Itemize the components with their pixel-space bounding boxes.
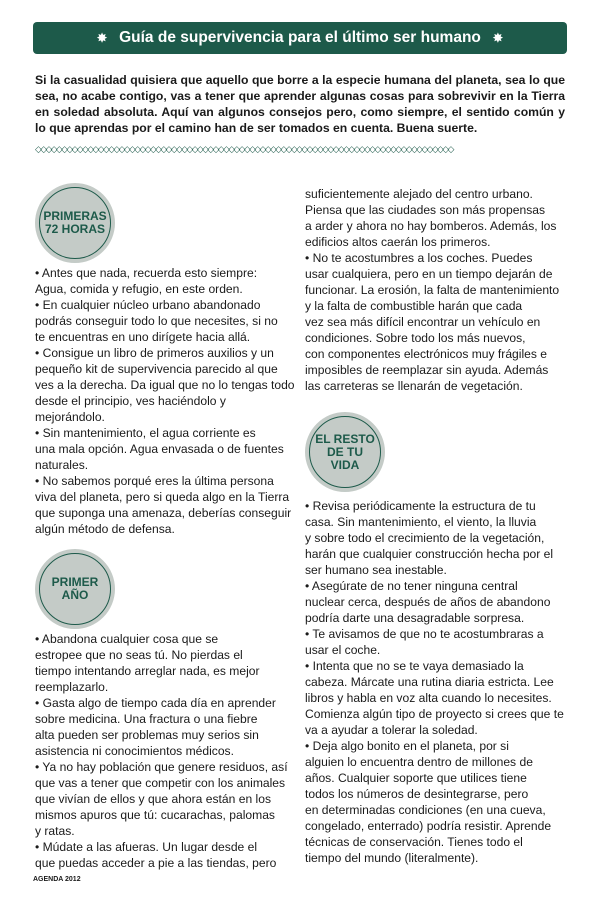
text-line: va a ayudar a tolerar la soledad. [305,723,478,737]
text-line: reemplazarlo. [35,680,109,694]
section-primer-anio-continued-text [305,186,567,394]
badge-primer-anio [35,549,115,629]
text-line: en determinadas condiciones (en una cueva, [305,803,546,817]
text-line: edificios altos caerán los primeros. [305,235,491,249]
badge-label: PRIMERAS 72 HORAS [43,209,107,236]
text-line: y la falta de combustible harán que cada [305,299,523,313]
text-line: • Ya no hay población que genere residuos, así [35,760,288,774]
text-line: técnicas de conservación. Tienes todo el [305,835,523,849]
left-column [35,183,297,871]
text-line: asistencia ni conocimientos médicos. [35,744,234,758]
text-line: • Intenta que no se te vaya demasiado la [305,659,524,673]
title-star-right: ✸ [492,31,503,45]
text-line: • Consigue un libro de primeros auxilios y un [35,346,274,360]
right-column [305,186,567,866]
text-line: • No te acostumbres a los coches. Puedes [305,251,533,265]
text-line: podría darte una desagradable sorpresa. [305,611,525,625]
text-line: estropee que no seas tú. No pierdas el [35,648,243,662]
text-line: • Revisa periódicamente la estructura de tu [305,499,536,513]
text-line: que puedas acceder a pie a las tiendas, pero [35,856,277,870]
section-primeras-72-horas-text [35,265,297,537]
text-line: años. Cualquier soporte que utilices tiene [305,771,527,785]
text-line: Piensa que las ciudades son más propensas [305,203,546,217]
text-line: ser humano sea inestable. [305,563,447,577]
text-line: • Antes que nada, recuerda esto siempre: [35,266,258,280]
text-line: • Deja algo bonito en el planeta, por si [305,739,509,753]
text-line: y ratas. [35,824,75,838]
text-line: a arder y ahora no hay bomberos. Además, los [305,219,557,233]
text-line: nuclear cerca, después de años de abandono [305,595,551,609]
text-line: viva del planeta, pero si queda algo en la Tierra [35,490,290,504]
text-line: • Te avisamos de que no te acostumbraras a [305,627,544,641]
text-line: harán que cualquier construcción hecha por el [305,547,554,561]
text-line: y sobre todo el crecimiento de la vegetación, [305,531,545,545]
text-line: una mala opción. Agua envasada o de fuentes [35,442,284,456]
title-star-left: ✸ [97,31,108,45]
text-line: sobre medicina. Una fractura o una fiebre [35,712,258,726]
text-line: alguien lo encuentra dentro de millones de [305,755,533,769]
text-line: tiempo intentando arreglar nada, es mejor [35,664,260,678]
text-line: • Asegúrate de no tener ninguna central [305,579,518,593]
text-line: con componentes electrónicos muy frágiles e [305,347,547,361]
text-line: las carreteras se llenarán de vegetación. [305,379,523,393]
title-banner [33,22,567,54]
text-line: desde el principio, ves haciéndolo y mejorándolo. [35,394,226,424]
badge-el-resto-de-tu-vida [305,412,385,492]
badge-label: EL RESTO DE TU VIDA [315,431,375,472]
section-primer-anio-text [35,631,297,871]
text-line: que vivían de ellos y que ahora están en los [35,792,271,806]
text-line: usar cualquiera, pero en un tiempo dejarán de [305,267,553,281]
text-line: funcionar. La erosión, la falta de mantenimiento [305,283,560,297]
text-line: que suponga una amenaza, deberías conseguir [35,506,292,520]
text-line: todos los números de desintegrarse, pero [305,787,529,801]
text-line: congelado, enterrado) podría resistir. Aprende [305,819,552,833]
text-line: podrás conseguir todo lo que necesites, si no [35,314,278,328]
text-line: vez sea más difícil encontrar un vehículo en [305,315,541,329]
diamond-divider: ◇◇◇◇◇◇◇◇◇◇◇◇◇◇◇◇◇◇◇◇◇◇◇◇◇◇◇◇◇◇◇◇◇◇◇◇◇◇◇◇◇◇◇◇◇◇◇◇◇◇◇◇◇◇◇◇◇◇◇◇◇◇◇◇◇◇◇◇◇◇◇◇◇◇◇◇◇◇◇◇ [35,144,453,154]
badge-label: PRIMER AÑO [51,575,99,602]
text-line: • Múdate a las afueras. Un lugar desde el [35,840,258,854]
text-line: suficientemente alejado del centro urbano. [305,187,533,201]
text-line: casa. Sin mantenimiento, el viento, la lluvia [305,515,537,529]
text-line: cabeza. Márcate una rutina diaria estricta. Lee [305,675,554,689]
intro-paragraph: Si la casualidad quisiera que aquello que borre a la especie humana del planeta, sea lo que sea, no acabe contigo, vas a tener que aprender algunas cosas para sobrevivir en la Tierra en soledad absoluta. Aquí van algunos consejos pero, como siempre, el sentido común y lo que aprendas por el camino han de ser tomados en cuenta. Buena suerte. [35,73,565,135]
text-line: que vas a tener que competir con los animales [35,776,286,790]
text-line: • En cualquier núcleo urbano abandonado [35,298,261,312]
text-line: • No sabemos porqué eres la última persona [35,474,274,488]
text-line: Agua, comida y refugio, en este orden. [35,282,243,296]
text-line: • Abandona cualquier cosa que se [35,632,219,646]
text-line: imposibles de reemplazar sin ayuda. Además [305,363,549,377]
text-line: usar el coche. [305,643,381,657]
text-line: • Gasta algo de tiempo cada día en aprender [35,696,276,710]
text-line: pequeño kit de supervivencia parecido al que [35,362,278,376]
text-line: alta pueden ser problemas muy serios sin [35,728,259,742]
text-line: • Sin mantenimiento, el agua corriente es [35,426,256,440]
text-line: algún método de defensa. [35,522,175,536]
text-line: tiempo del mundo (literalmente). [305,851,479,865]
text-line: mismos apuros que tú: cucarachas, palomas [35,808,275,822]
text-line: ves a la derecha. Da igual que no lo tengas todo [35,378,295,392]
section-el-resto-de-tu-vida-text [305,498,567,866]
text-line: te encuentras en uno dirígete hacia allá. [35,330,251,344]
footer-label: AGENDA 2012 [33,876,81,883]
badge-primeras-72-horas [35,183,115,263]
text-line: libros y habla en voz alta cuando lo necesites. [305,691,552,705]
text-line: condiciones. Sobre todo los más nuevos, [305,331,526,345]
text-line: naturales. [35,458,89,472]
text-line: Comienza algún tipo de proyecto si crees que te [305,707,564,721]
page-title: Guía de supervivencia para el último ser humano [119,29,481,46]
